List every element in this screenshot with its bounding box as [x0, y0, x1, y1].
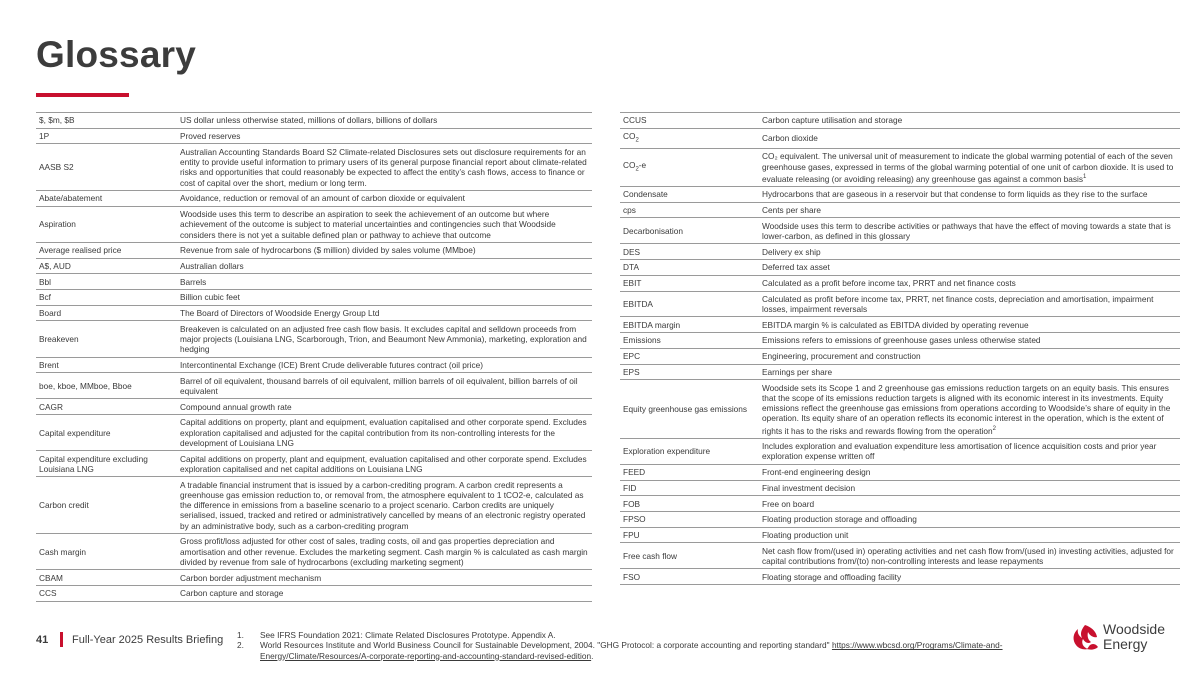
- footnote: [237, 640, 1057, 661]
- title-accent-bar: [36, 93, 129, 97]
- glossary-table-left: [36, 112, 592, 602]
- glossary-term: Bcf: [36, 289, 177, 305]
- footnote-number: 2.: [237, 640, 244, 651]
- glossary-definition: Carbon dioxide: [759, 128, 1180, 148]
- glossary-row: [620, 291, 1180, 317]
- glossary-term: Bbl: [36, 274, 177, 290]
- glossary-row: [620, 464, 1180, 480]
- footnote-text: World Resources Institute and World Business Council for Sustainable Development, 2004. "GHG Protocol: a corporate accounting and reporting standard" https://www.wbcsd.org/Programs/Climate-and-Energy/Climate/Resources/A-corporate-reporting-and-accounting-standard-revised-edition.: [260, 640, 1003, 661]
- footnote: [237, 630, 1057, 640]
- glossary-term: Condensate: [620, 187, 759, 203]
- glossary-definition: Australian Accounting Standards Board S2 Climate-related Disclosures sets out disclosure requirements for an entity to provide useful information to primary users of its general purpose financial report about climate-related risks and opportunities that could reasonably be expected to affect the entity’s cash flows, access to finance or cost of capital over the short, medium or long term.: [177, 144, 592, 191]
- glossary-term: $, $m, $B: [36, 113, 177, 129]
- glossary-term: $CO_2$: [620, 128, 759, 148]
- glossary-definition: Floating production storage and offloading: [759, 511, 1180, 527]
- glossary-term: EPC: [620, 348, 759, 364]
- glossary-row: [36, 190, 592, 206]
- glossary-definition: Compound annual growth rate: [177, 399, 592, 415]
- glossary-term: Exploration expenditure: [620, 438, 759, 464]
- glossary-table-right: [620, 112, 1180, 585]
- glossary-term: DES: [620, 244, 759, 260]
- glossary-definition: Carbon border adjustment mechanism: [177, 570, 592, 586]
- glossary-definition: A tradable financial instrument that is issued by a carbon-crediting program. A carbon credit represents a greenhouse gas emission reduction to, or removal from, the atmosphere equivalent to 1 tCO2-e, calculated as the difference in emissions from a baseline scenario to a project scenario. Carbon credits are uniquely serialised, issued, tracked and retired or administratively cancelled by means of an electronic registry operated by an administrative body, such as a carbon-crediting program: [177, 477, 592, 534]
- glossary-row: [620, 187, 1180, 203]
- glossary-row: [620, 333, 1180, 349]
- glossary-definition: EBITDA margin % is calculated as EBITDA divided by operating revenue: [759, 317, 1180, 333]
- glossary-row: [36, 570, 592, 586]
- glossary-term: CCS: [36, 586, 177, 602]
- glossary-definition: Carbon capture utilisation and storage: [759, 113, 1180, 129]
- footer-divider: [60, 632, 63, 647]
- glossary-term: EBIT: [620, 275, 759, 291]
- glossary-term: EBITDA: [620, 291, 759, 317]
- glossary-definition: Woodside uses this term to describe activities or pathways that have the effect of moving towards a state that is lower-carbon, as defined in this glossary: [759, 218, 1180, 244]
- glossary-definition: Billion cubic feet: [177, 289, 592, 305]
- glossary-definition: Woodside uses this term to describe an aspiration to seek the achievement of an outcome but where achievement of the outcome is subject to material uncertainties and contingencies such that Woodside considers there is not yet a suitable defined plan or pathway to achieve that outcome: [177, 206, 592, 242]
- glossary-definition: Delivery ex ship: [759, 244, 1180, 260]
- glossary-row: [36, 451, 592, 477]
- glossary-definition: Deferred tax asset: [759, 260, 1180, 276]
- glossary-term: CCUS: [620, 113, 759, 129]
- glossary-row: [620, 218, 1180, 244]
- glossary-row: [620, 275, 1180, 291]
- glossary-term: Emissions: [620, 333, 759, 349]
- glossary-row: [620, 543, 1180, 569]
- glossary-definition: Australian dollars: [177, 258, 592, 274]
- glossary-definition: The Board of Directors of Woodside Energy Group Ltd: [177, 305, 592, 321]
- glossary-row: [36, 113, 592, 129]
- glossary-row: [620, 496, 1180, 512]
- glossary-definition: Woodside sets its Scope 1 and 2 greenhouse gas emissions reduction targets on an equity basis. This ensures that the scope of its emissions reduction targets is aligned with its economic interest in its investments. Equity emissions reflect the greenhouse gas emissions from operations according to Woodside’s share of equity in the operation. Its equity share of an operation reflects its economic interest in the operation, which is the extent of rights it has to the risks and rewards flowing from the operation$^2$: [759, 380, 1180, 439]
- glossary-row: [36, 477, 592, 534]
- glossary-term: Free cash flow: [620, 543, 759, 569]
- glossary-row: [36, 399, 592, 415]
- glossary-definition: Emissions refers to emissions of greenhouse gases unless otherwise stated: [759, 333, 1180, 349]
- glossary-row: [620, 149, 1180, 187]
- glossary-row: [36, 242, 592, 258]
- footer: [0, 628, 1200, 668]
- glossary-row: [36, 305, 592, 321]
- glossary-term: FPSO: [620, 511, 759, 527]
- glossary-definition: Earnings per share: [759, 364, 1180, 380]
- glossary-definition: Front-end engineering design: [759, 464, 1180, 480]
- glossary-term: CBAM: [36, 570, 177, 586]
- glossary-term: EBITDA margin: [620, 317, 759, 333]
- glossary-row: [36, 144, 592, 191]
- glossary-term: CAGR: [36, 399, 177, 415]
- glossary-term: Capital expenditure: [36, 415, 177, 451]
- glossary-definition: Includes exploration and evaluation expenditure less amortisation of licence acquisition costs and prior year exploration expense written off: [759, 438, 1180, 464]
- glossary-definition: Breakeven is calculated on an adjusted free cash flow basis. It excludes capital and selldown proceeds from major projects (Louisiana LNG, Scarborough, Trion, and Beaumont New Ammonia), marketing, exploration and hedging: [177, 321, 592, 357]
- glossary-term: Decarbonisation: [620, 218, 759, 244]
- woodside-energy-logo: [1070, 620, 1170, 656]
- glossary-row: [36, 206, 592, 242]
- glossary-definition: Capital additions on property, plant and equipment, evaluation capitalised and other corporate spend. Excludes exploration capitalised and net capital additions on Louisiana LNG: [177, 451, 592, 477]
- glossary-definition: Calculated as profit before income tax, PRRT, net finance costs, depreciation and amortisation, impairment losses, impairment reversals: [759, 291, 1180, 317]
- glossary-definition: Hydrocarbons that are gaseous in a reservoir but that condense to form liquids as they rise to the surface: [759, 187, 1180, 203]
- glossary-definition: Floating storage and offloading facility: [759, 569, 1180, 585]
- glossary-definition: Cents per share: [759, 202, 1180, 218]
- glossary-definition: Intercontinental Exchange (ICE) Brent Crude deliverable futures contract (oil price): [177, 357, 592, 373]
- glossary-row: [620, 244, 1180, 260]
- glossary-row: [620, 527, 1180, 543]
- glossary-definition: Barrels: [177, 274, 592, 290]
- glossary-term: Board: [36, 305, 177, 321]
- footer-title: Full-Year 2025 Results Briefing: [72, 634, 224, 646]
- glossary-row: [36, 357, 592, 373]
- glossary-row: [620, 260, 1180, 276]
- glossary-row: [36, 586, 592, 602]
- glossary-term: FID: [620, 480, 759, 496]
- woodside-flame-icon: [1070, 623, 1100, 651]
- glossary-term: 1P: [36, 128, 177, 144]
- glossary-definition: Calculated as a profit before income tax, PRRT and net finance costs: [759, 275, 1180, 291]
- glossary-definition: Net cash flow from/(used in) operating activities and net cash flow from/(used in) investing activities, adjusted for capital contributions from/(to) non-controlling interests and lease repayments: [759, 543, 1180, 569]
- glossary-definition: CO₂ equivalent. The universal unit of measurement to indicate the global warming potential of each of the seven greenhouse gases, expressed in terms of the global warming potential of one unit of carbon dioxide. It is used to evaluate releasing (or avoiding releasing) any greenhouse gas against a common basis$^1$: [759, 149, 1180, 187]
- glossary-term: Breakeven: [36, 321, 177, 357]
- glossary-row: [620, 317, 1180, 333]
- footnote-text: See IFRS Foundation 2021: Climate Related Disclosures Prototype. Appendix A.: [260, 630, 556, 640]
- logo-wordmark: Woodside Energy: [1103, 621, 1166, 652]
- glossary-row: [36, 534, 592, 570]
- glossary-term: Equity greenhouse gas emissions: [620, 380, 759, 439]
- glossary-definition: US dollar unless otherwise stated, millions of dollars, billions of dollars: [177, 113, 592, 129]
- glossary-term: FEED: [620, 464, 759, 480]
- glossary-term: Average realised price: [36, 242, 177, 258]
- glossary-term: AASB S2: [36, 144, 177, 191]
- glossary-term: EPS: [620, 364, 759, 380]
- glossary-term: Cash margin: [36, 534, 177, 570]
- glossary-row: [620, 380, 1180, 439]
- glossary-row: [620, 480, 1180, 496]
- glossary-definition: Barrel of oil equivalent, thousand barrels of oil equivalent, million barrels of oil equivalent, billion barrels of oil equivalent: [177, 373, 592, 399]
- glossary-definition: Carbon capture and storage: [177, 586, 592, 602]
- glossary-definition: Proved reserves: [177, 128, 592, 144]
- glossary-term: FPU: [620, 527, 759, 543]
- glossary-term: A$, AUD: [36, 258, 177, 274]
- glossary-term: cps: [620, 202, 759, 218]
- glossary-term: DTA: [620, 260, 759, 276]
- glossary-term: Aspiration: [36, 206, 177, 242]
- glossary-row: [620, 364, 1180, 380]
- glossary-term: Carbon credit: [36, 477, 177, 534]
- glossary-term: FSO: [620, 569, 759, 585]
- glossary-row: [36, 289, 592, 305]
- glossary-definition: Capital additions on property, plant and equipment, evaluation capitalised and other corporate spend. Excludes exploration capitalised and adjusted for the capital contribution from its non-controlling interests for the development of Louisiana LNG: [177, 415, 592, 451]
- footnotes: [237, 630, 1057, 661]
- glossary-term: $CO_2-e$: [620, 149, 759, 187]
- glossary-definition: Avoidance, reduction or removal of an amount of carbon dioxide or equivalent: [177, 190, 592, 206]
- glossary-row: [620, 348, 1180, 364]
- glossary-definition: Floating production unit: [759, 527, 1180, 543]
- glossary-row: [36, 258, 592, 274]
- glossary-row: [36, 373, 592, 399]
- footnote-link[interactable]: https://www.wbcsd.org/Programs/Climate-and-Energy/Climate/Resources/A-corporate-reporting-and-accounting-standard-revised-edition: [260, 640, 1003, 661]
- glossary-definition: Final investment decision: [759, 480, 1180, 496]
- glossary-term: Brent: [36, 357, 177, 373]
- glossary-row: [36, 415, 592, 451]
- glossary-row: [620, 569, 1180, 585]
- glossary-term: boe, kboe, MMboe, Bboe: [36, 373, 177, 399]
- glossary-row: [36, 321, 592, 357]
- glossary-term: Capital expenditure excluding Louisiana LNG: [36, 451, 177, 477]
- glossary-row: [620, 438, 1180, 464]
- page-number: 41: [36, 634, 49, 646]
- glossary-row: [620, 113, 1180, 129]
- glossary-row: [36, 128, 592, 144]
- glossary-definition: Gross profit/loss adjusted for other cost of sales, trading costs, oil and gas properties depreciation and amortisation and other revenue. Excludes the marketing segment. Cash margin % is calculated as cash margin divided by revenue from sale of hydrocarbons (excluding marketing segment): [177, 534, 592, 570]
- glossary-definition: Revenue from sale of hydrocarbons ($ million) divided by sales volume (MMboe): [177, 242, 592, 258]
- footnote-number: 1.: [237, 630, 244, 640]
- glossary-term: FOB: [620, 496, 759, 512]
- glossary-definition: Engineering, procurement and construction: [759, 348, 1180, 364]
- glossary-definition: Free on board: [759, 496, 1180, 512]
- glossary-term: Abate/abatement: [36, 190, 177, 206]
- glossary-row: [620, 128, 1180, 148]
- glossary-row: [36, 274, 592, 290]
- glossary-row: [620, 202, 1180, 218]
- page-title: Glossary: [36, 34, 196, 75]
- glossary-row: [620, 511, 1180, 527]
